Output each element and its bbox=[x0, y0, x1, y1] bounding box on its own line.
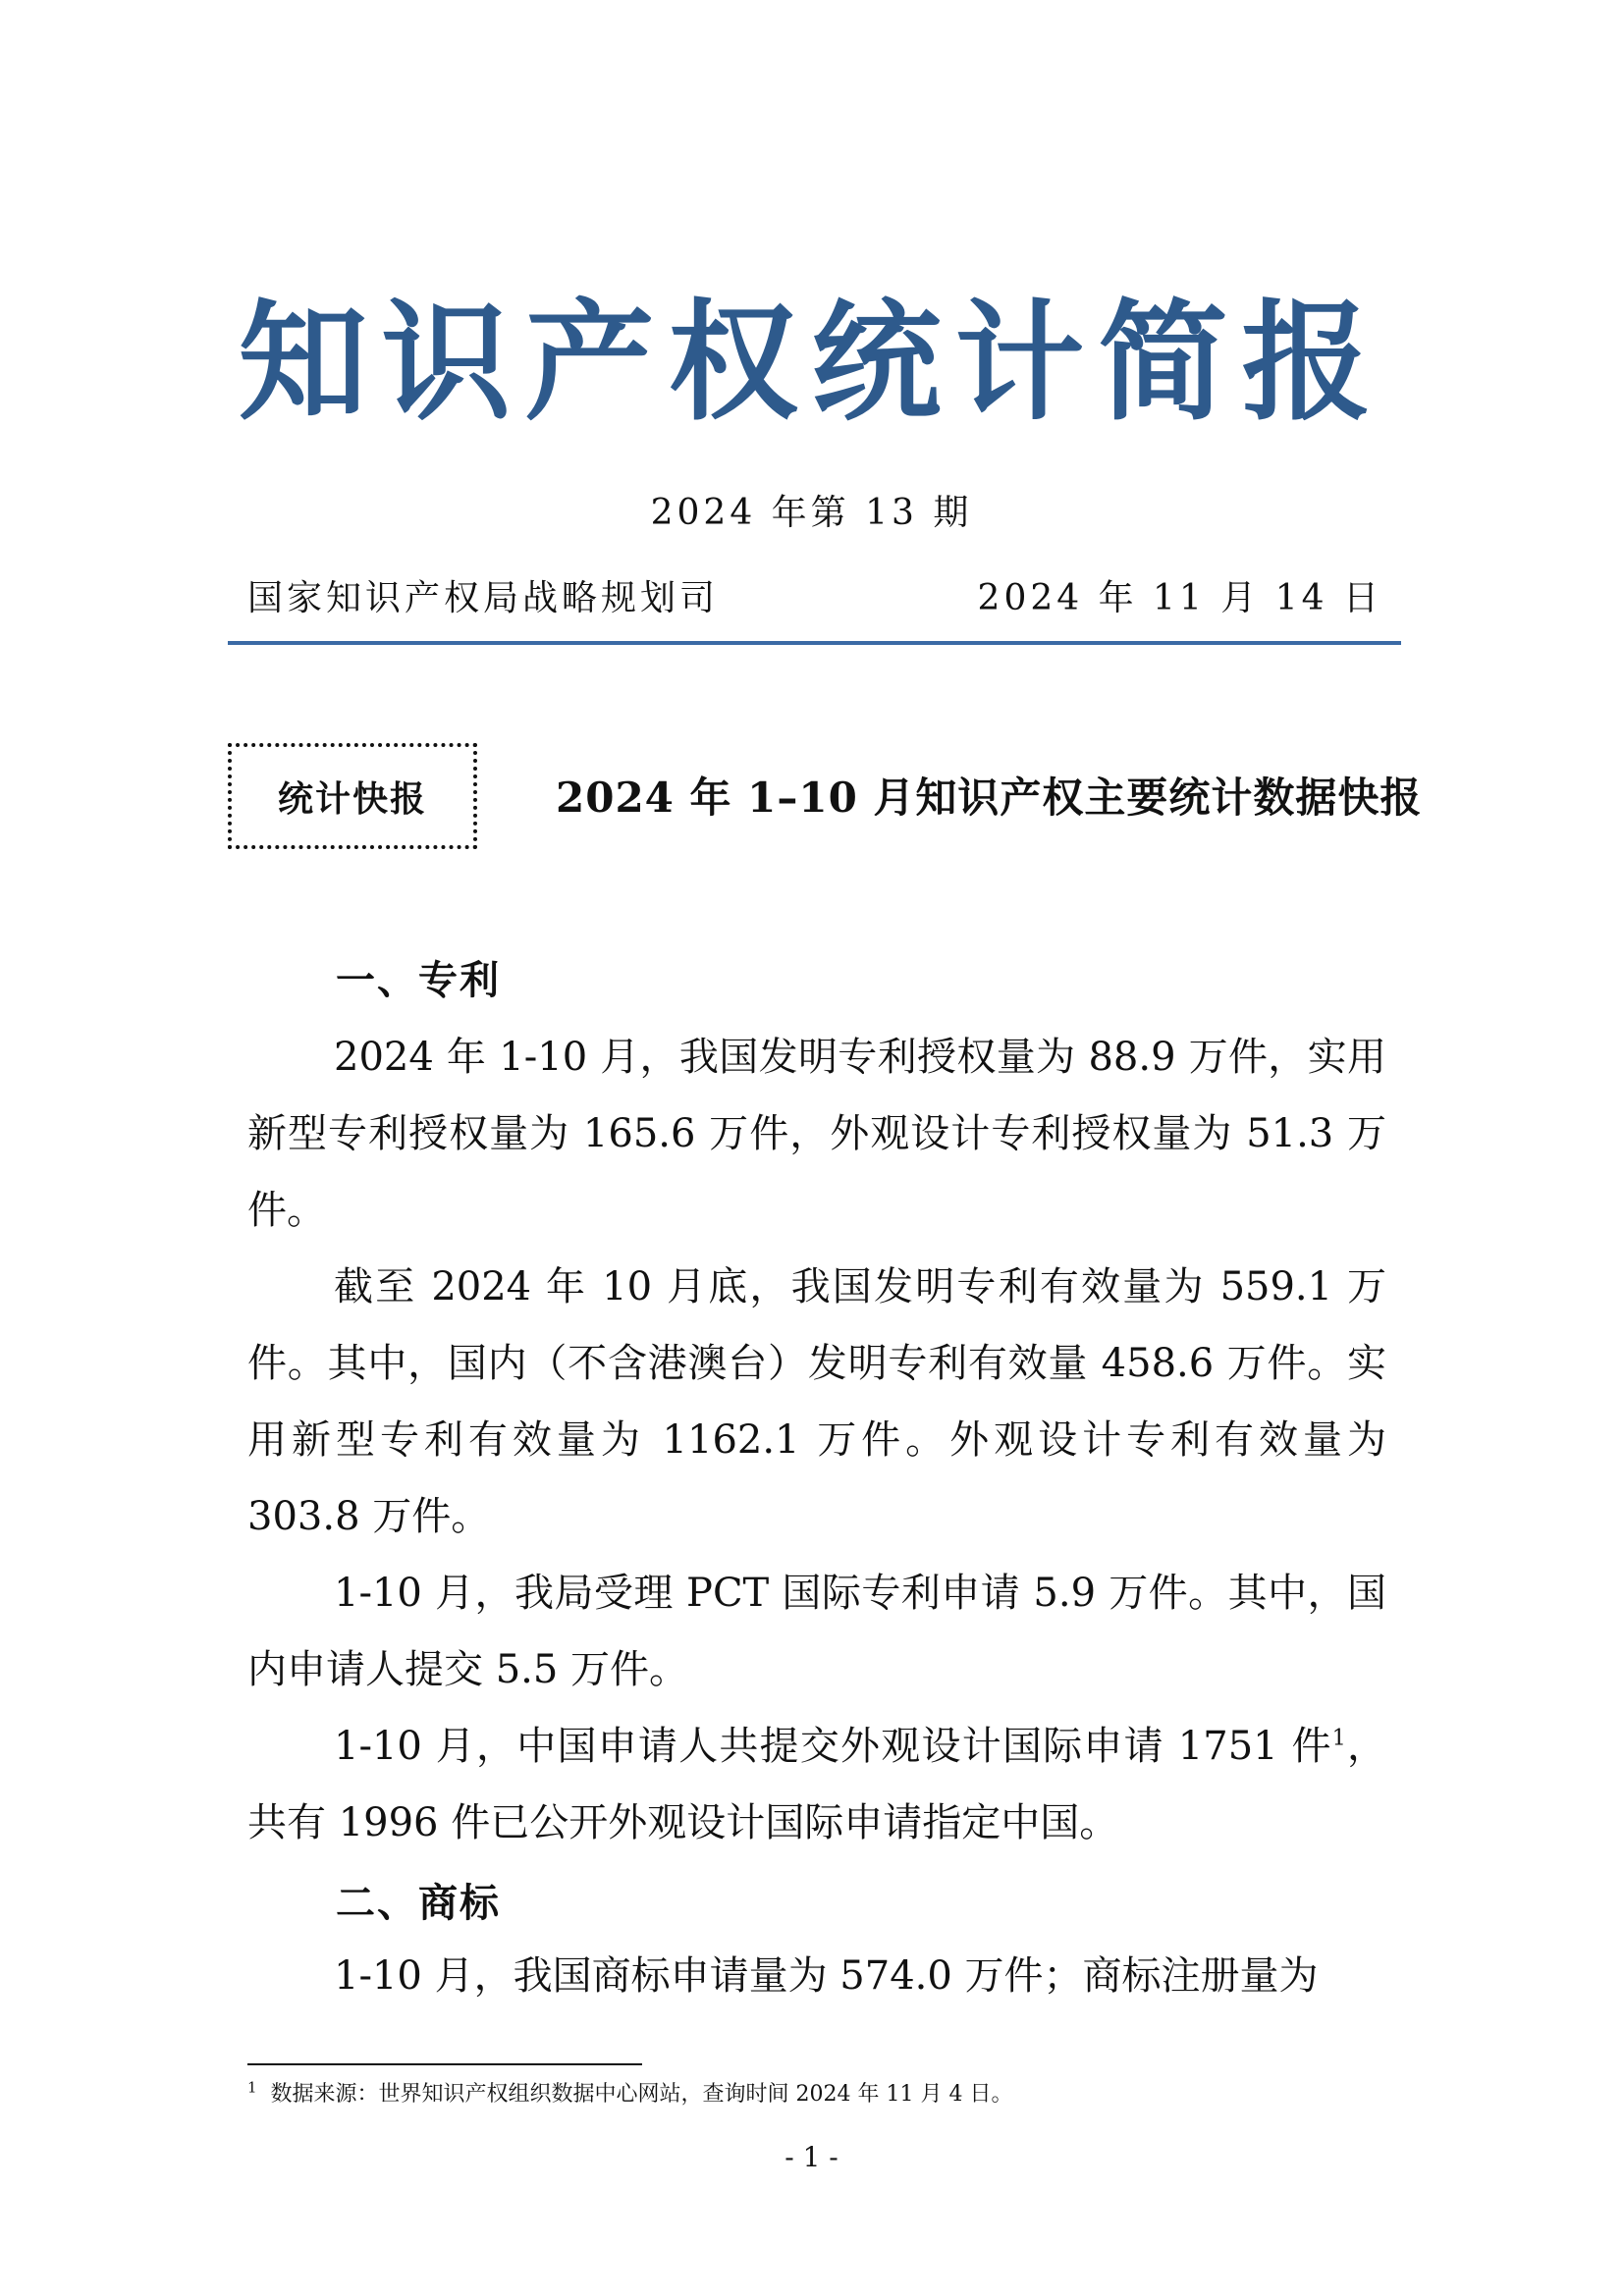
page-number: - 1 - bbox=[784, 2141, 839, 2173]
footnote bbox=[247, 2078, 1013, 2111]
article-tag-label: 统计快报 bbox=[277, 778, 427, 820]
footnote-text: 数据来源：世界知识产权组织数据中心网站，查询时间 2024 年 11 月 4 日。 bbox=[270, 2082, 1013, 2107]
header-rule bbox=[228, 641, 1401, 645]
masthead-title: 知识产权统计简报 bbox=[238, 287, 1385, 439]
paragraph: 2024 年 1-10 月，我国发明专利授权量为 88.9 万件，实用新型专利授权量为 165.6 万件，外观设计专利授权量为 51.3 万件。 bbox=[247, 1035, 1386, 1233]
paragraph: 截至 2024 年 10 月底，我国发明专利有效量为 559.1 万件。其中，国内（不含港澳台）发明专利有效量 458.6 万件。实用新型专利有效量为 1162.1 万件。外观设计专利有效量为 303.8 万件。 bbox=[247, 1264, 1386, 1539]
issue-number: 2024 年第 13 期 bbox=[650, 493, 973, 533]
paragraph-text: ，共有 1996 件已公开外观设计国际申请指定中国。 bbox=[247, 1724, 1387, 1845]
section-title-trademark: 二、商标 bbox=[336, 1881, 501, 1926]
article-headline: 2024 年 1–10 月知识产权主要统计数据快报 bbox=[556, 774, 1423, 822]
footnote-mark: 1 bbox=[247, 2078, 257, 2097]
paragraph: 1-10 月，我国商标申请量为 574.0 万件；商标注册量为 bbox=[334, 1953, 1319, 1999]
paragraph: 1-10 月，我局受理 PCT 国际专利申请 5.9 万件。其中，国内申请人提交 5.5 万件。 bbox=[247, 1571, 1386, 1692]
section-title-patent: 一、专利 bbox=[336, 958, 501, 1003]
publication-date: 2024 年 11 月 14 日 bbox=[977, 578, 1382, 618]
article-tag-box bbox=[228, 743, 477, 849]
publisher-organization: 国家知识产权局战略规划司 bbox=[247, 578, 720, 618]
footnote-reference[interactable]: 1 bbox=[1331, 1726, 1346, 1751]
paragraph-text: 1-10 月，中国申请人共提交外观设计国际申请 1751 件 bbox=[334, 1724, 1332, 1769]
paragraph bbox=[247, 1708, 1386, 1861]
footnote-rule bbox=[247, 2063, 642, 2065]
